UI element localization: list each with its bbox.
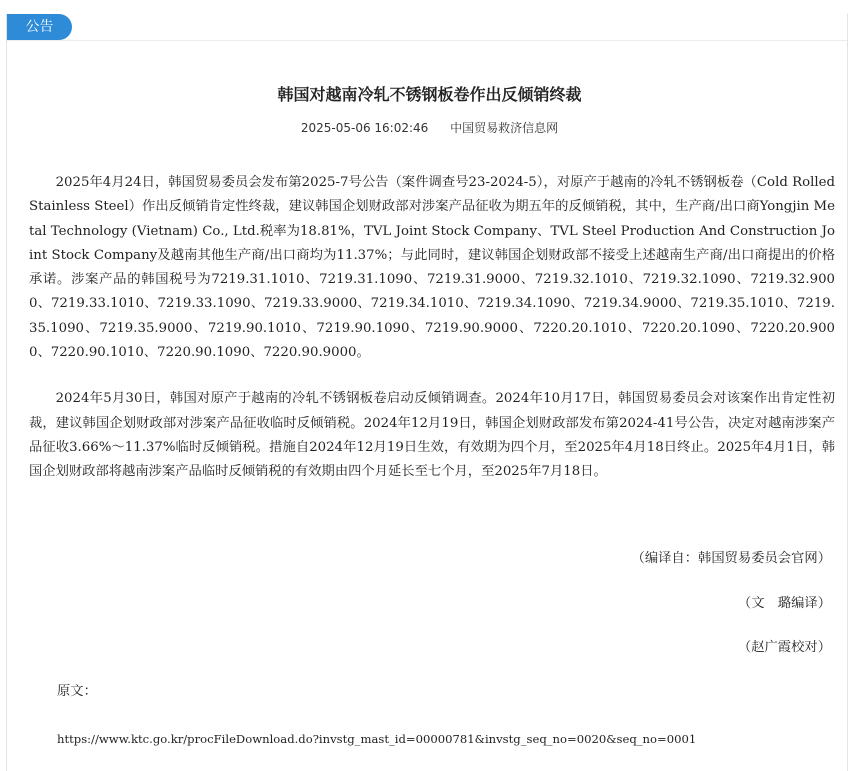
body-paragraph-1: 2025年4月24日，韩国贸易委员会发布第2025-7号公告（案件调查号23-2024-5），对原产于越南的冷轧不锈钢板卷（Cold Rolled Stainless Steel）作出反倾销肯定性终裁，建议韩国企划财政部对涉案产品征收为期五年的反倾销税，其中，生产商/出口商Yongjin Metal Technology (Vietnam) Co., Ltd.税率为18.81%，TVL Joint Stock Company、TVL Steel Production And Construction Joint Stock Company及越南其他生产商/出口商均为11.37%；与此同时，建议韩国企划财政部不接受上述越南生产商/出口商提出的价格承诺。涉案产品的韩国税号为7219.31.1010、7219.31.1090、7219.31.9000、7219.32.1010、7219.32.1090、7219.32.9000、7219.33.1010、7219.33.1090、7219.33.9000、7219.34.1010、7219.34.1090、7219.34.9000、7219.35.1010、7219.35.1090、7219.35.9000、7219.90.1010、7219.90.1090、7219.90.9000、7220.20.1010、7220.20.1090、7220.20.9000、7220.90.1010、7220.90.1090、7220.90.9000。 <box>29 175 835 361</box>
tab-announcement[interactable]: 公告 <box>7 14 72 40</box>
original-label: 原文： <box>57 684 97 699</box>
publish-datetime: 2025-05-06 16:02:46 <box>300 121 429 135</box>
proofreader-credit: （赵广霞校对） <box>737 640 831 655</box>
article-body <box>29 171 835 485</box>
body-paragraph-2: 2024年5月30日，韩国对原产于越南的冷轧不锈钢板卷启动反倾销调查。2024年10月17日，韩国贸易委员会对该案作出肯定性初裁，建议韩国企划财政部对涉案产品征收临时反倾销税。2024年12月19日，韩国企划财政部发布第2024-41号公告，决定对越南涉案产品征收3.66%～11.37%临时反倾销税。措施自2024年12月19日生效，有效期为四个月，至2025年4月18日终止。2025年4月1日，韩国企划财政部将越南涉案产品临时反倾销税的有效期由四个月延长至七个月，至2025年7月18日。 <box>29 391 835 480</box>
article-source: 中国贸易救济信息网 <box>450 121 559 135</box>
article-meta <box>0 118 859 138</box>
translator-credit: （文 璐编译） <box>737 596 831 611</box>
compiled-from: （编译自：韩国贸易委员会官网） <box>631 551 831 566</box>
header-bar <box>7 14 847 41</box>
article-title: 韩国对越南冷轧不锈钢板卷作出反倾销终裁 <box>277 85 582 104</box>
original-url-link[interactable]: https://www.ktc.go.kr/procFileDownload.do?invstg_mast_id=00000781&invstg_seq_no=0020&seq_no=0001 <box>57 732 697 746</box>
